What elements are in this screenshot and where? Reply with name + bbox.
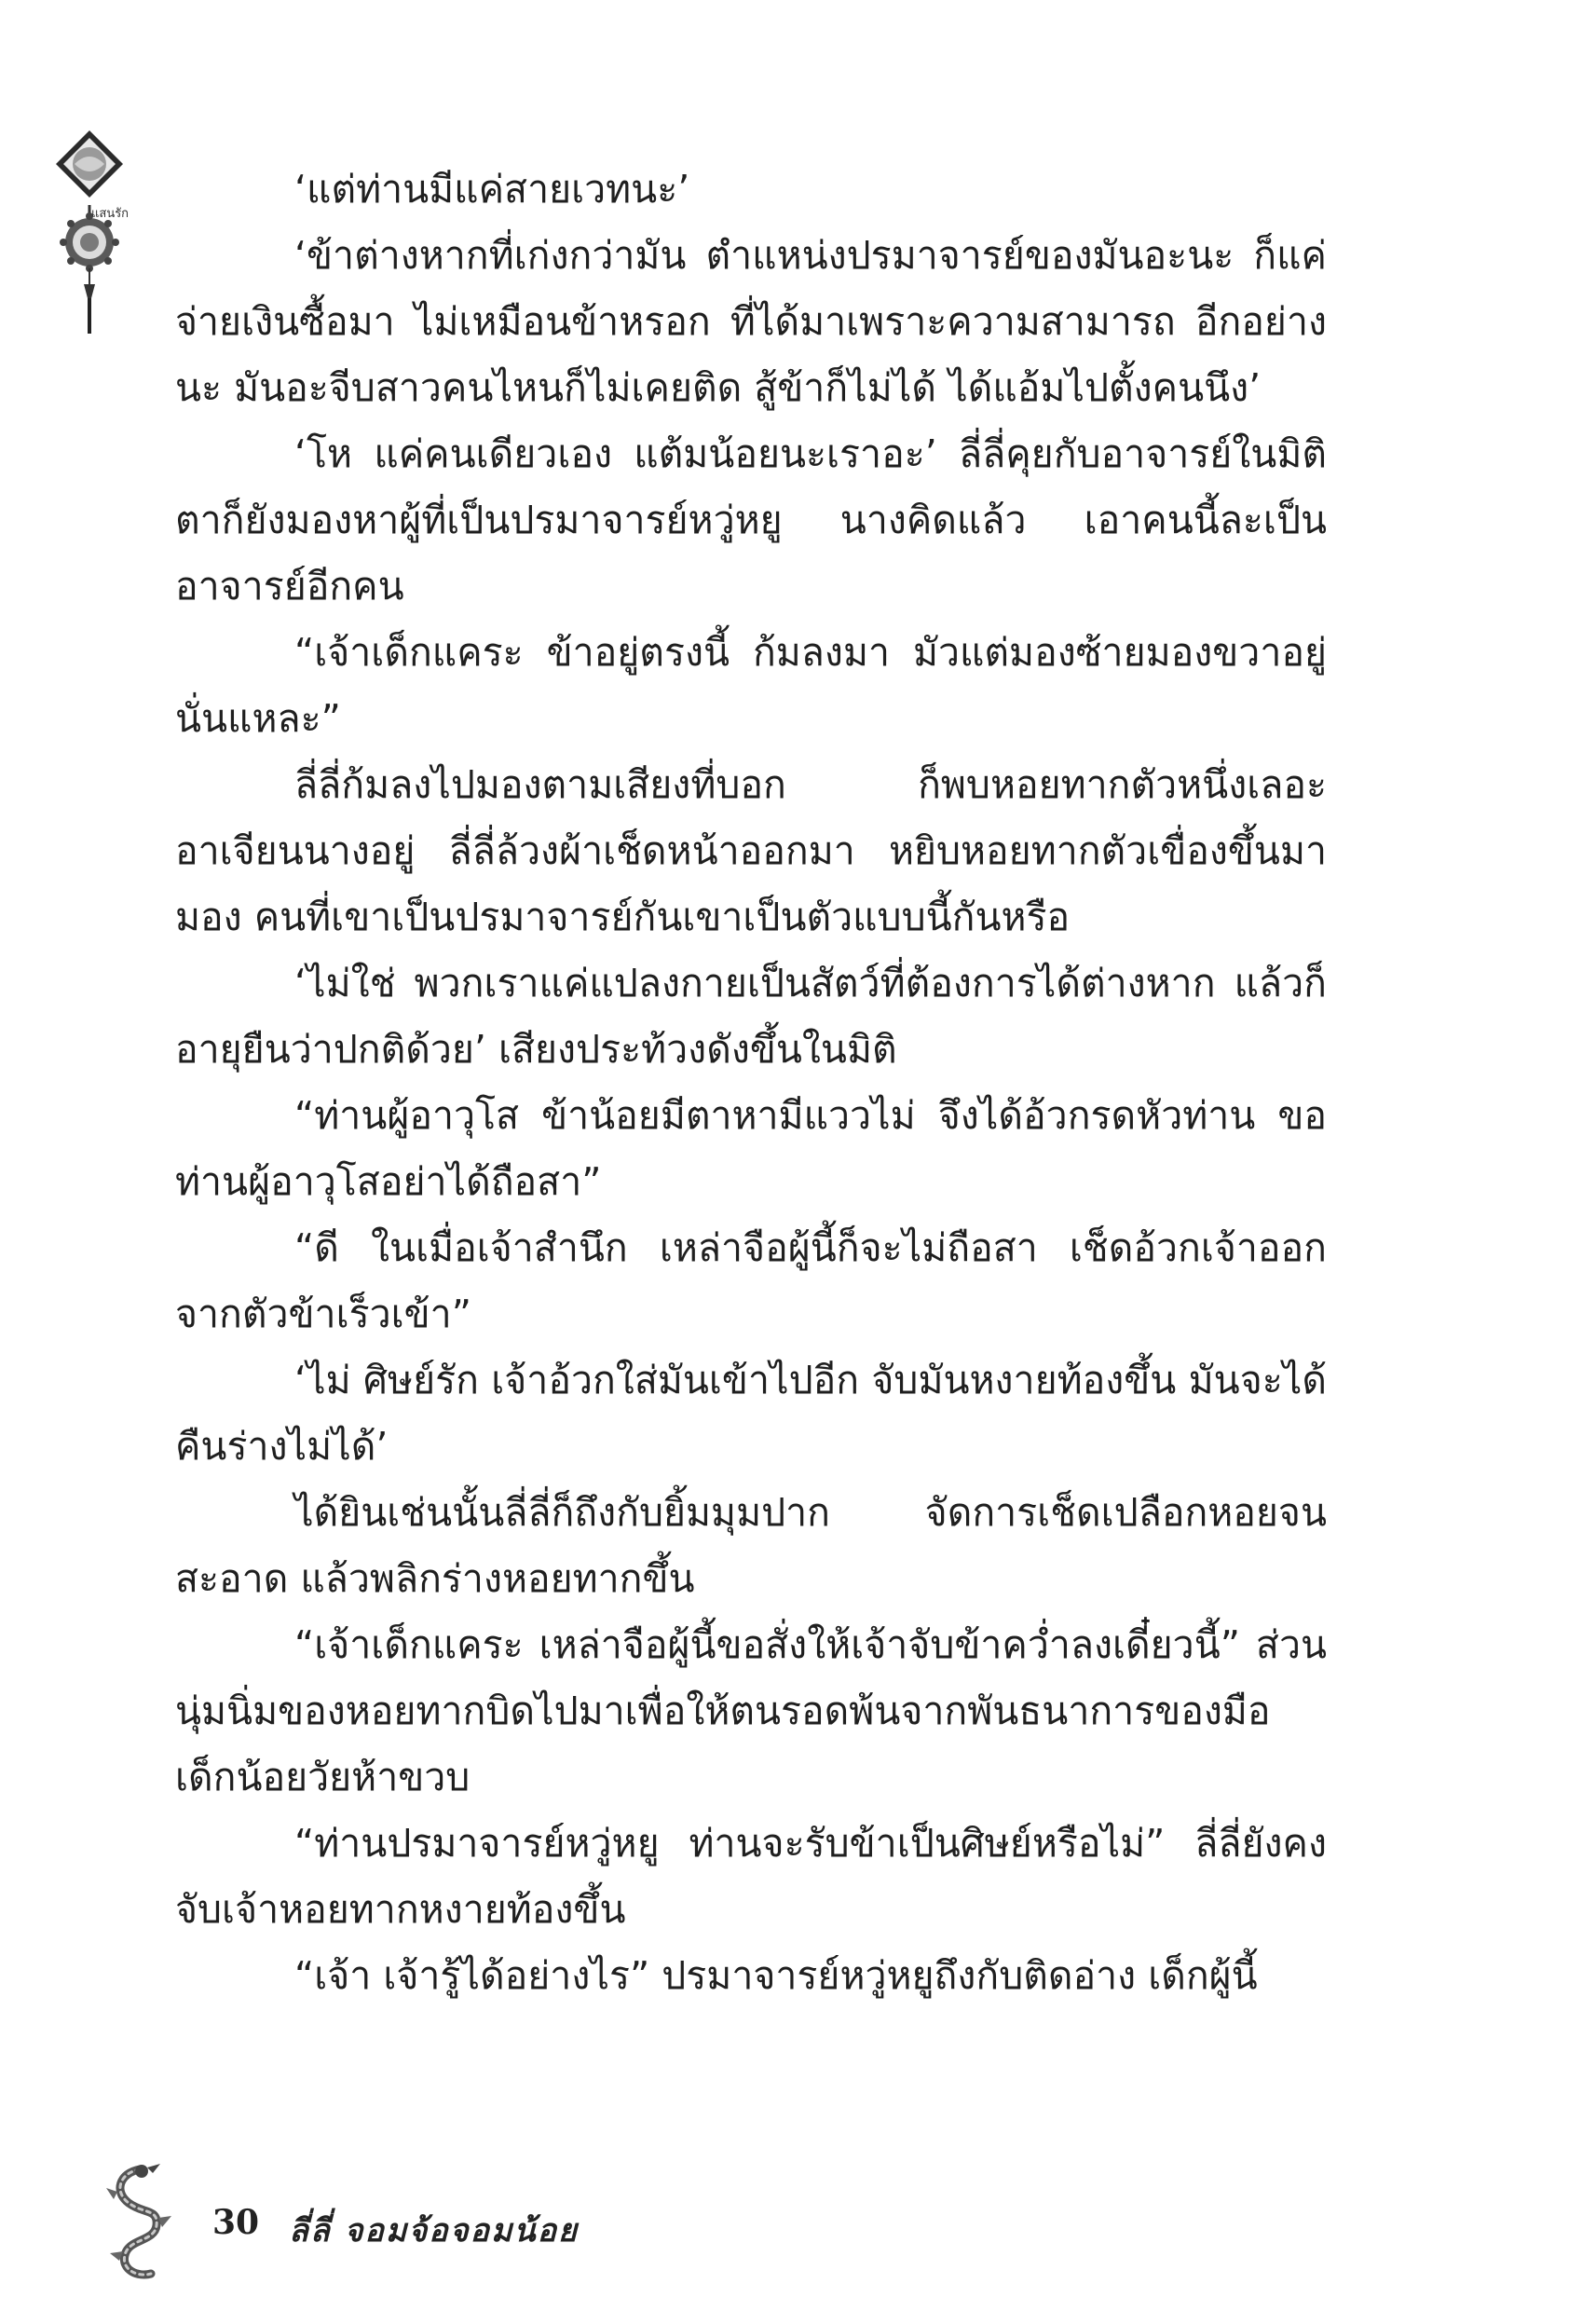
publisher-emblem-icon [56, 130, 186, 354]
book-title: ลี่ลี่ จอมจ้อจอมน้อย [289, 2212, 579, 2249]
paragraph: ‘แต่ท่านมีแค่สายเวทนะ’ [294, 167, 690, 212]
paragraph: “เจ้าเด็กแคระ เหล่าจือผู้นี้ขอสั่งให้เจ้าจับข้าคว่ำลงเดี๋ยวนี้” ส่วนนุ่มนิ่มของหอยทากบิดไปมาเพื่อให้ตนรอดพ้นจากพันธนาการของมือเด็กน้อยวัยห้าขวบ [175, 1622, 1327, 1799]
paragraph: ‘ข้าต่างหากที่เก่งกว่ามัน ตำแหน่งปรมาจารย์ของมันอะนะ ก็แค่จ่ายเงินซื้อมา ไม่เหมือนข้าหรอก ที่ได้มาเพราะความสามารถ อีกอย่างนะ มันอะจีบสาวคนไหนก็ไม่เคยติด สู้ข้าก็ไม่ได้ ได้แอ้มไปตั้งคนนึง’ [175, 233, 1327, 410]
emblem-label: แสนรัก [91, 207, 130, 221]
paragraph: ลี่ลี่ก้มลงไปมองตามเสียงที่บอก ก็พบหอยทากตัวหนึ่งเลอะอาเจียนนางอยู่ ลี่ลี่ล้วงผ้าเช็ดหน้าออกมา หยิบหอยทากตัวเขื่องขึ้นมามอง คนที่เขาเป็นปรมาจารย์กันเขาเป็นตัวแบบนี้กันหรือ [175, 762, 1327, 939]
paragraph: ‘โห แค่คนเดียวเอง แต้มน้อยนะเราอะ’ ลี่ลี่คุยกับอาจารย์ในมิติ ตาก็ยังมองหาผู้ที่เป็นปรมาจารย์หวู่หยู นางคิดแล้ว เอาคนนี้ละเป็นอาจารย์อีกคน [175, 431, 1327, 609]
dragon-icon [101, 2164, 179, 2281]
paragraph: “เจ้าเด็กแคระ ข้าอยู่ตรงนี้ ก้มลงมา มัวแต่มองซ้ายมองขวาอยู่นั่นแหละ” [175, 630, 1327, 741]
paragraph: “ดี ในเมื่อเจ้าสำนึก เหล่าจือผู้นี้ก็จะไม่ถือสา เช็ดอ้วกเจ้าออกจากตัวข้าเร็วเข้า” [175, 1225, 1327, 1336]
paragraph: “เจ้า เจ้ารู้ได้อย่างไร” ปรมาจารย์หวู่หยูถึงกับติดอ่าง เด็กผู้นี้ [294, 1953, 1258, 1998]
dragon-illustration [101, 2164, 179, 2281]
publisher-emblem [56, 130, 186, 354]
body-text [175, 157, 1327, 2009]
paragraph: “ท่านปรมาจารย์หวู่หยู ท่านจะรับข้าเป็นศิษย์หรือไม่” ลี่ลี่ยังคงจับเจ้าหอยทากหงายท้องขึ้น [175, 1821, 1327, 1932]
page-number: 30 [212, 2203, 260, 2242]
paragraph: “ท่านผู้อาวุโส ข้าน้อยมีตาหามีแววไม่ จึงได้อ้วกรดหัวท่าน ขอท่านผู้อาวุโสอย่าได้ถือสา” [175, 1093, 1327, 1204]
paragraph: ‘ไม่ ศิษย์รัก เจ้าอ้วกใส่มันเข้าไปอีก จับมันหงายท้องขึ้น มันจะได้คืนร่างไม่ได้’ [175, 1358, 1327, 1469]
paragraph: ‘ไม่ใช่ พวกเราแค่แปลงกายเป็นสัตว์ที่ต้องการได้ต่างหาก แล้วก็อายุยืนว่าปกติด้วย’ เสียงประท้วงดังขึ้นในมิติ [175, 961, 1327, 1072]
paragraph: ได้ยินเช่นนั้นลี่ลี่ก็ถึงกับยิ้มมุมปาก จัดการเช็ดเปลือกหอยจนสะอาด แล้วพลิกร่างหอยทากขึ้น [175, 1490, 1327, 1601]
emblem-seal-core [80, 233, 99, 252]
emblem-tassel-knot [84, 284, 95, 298]
